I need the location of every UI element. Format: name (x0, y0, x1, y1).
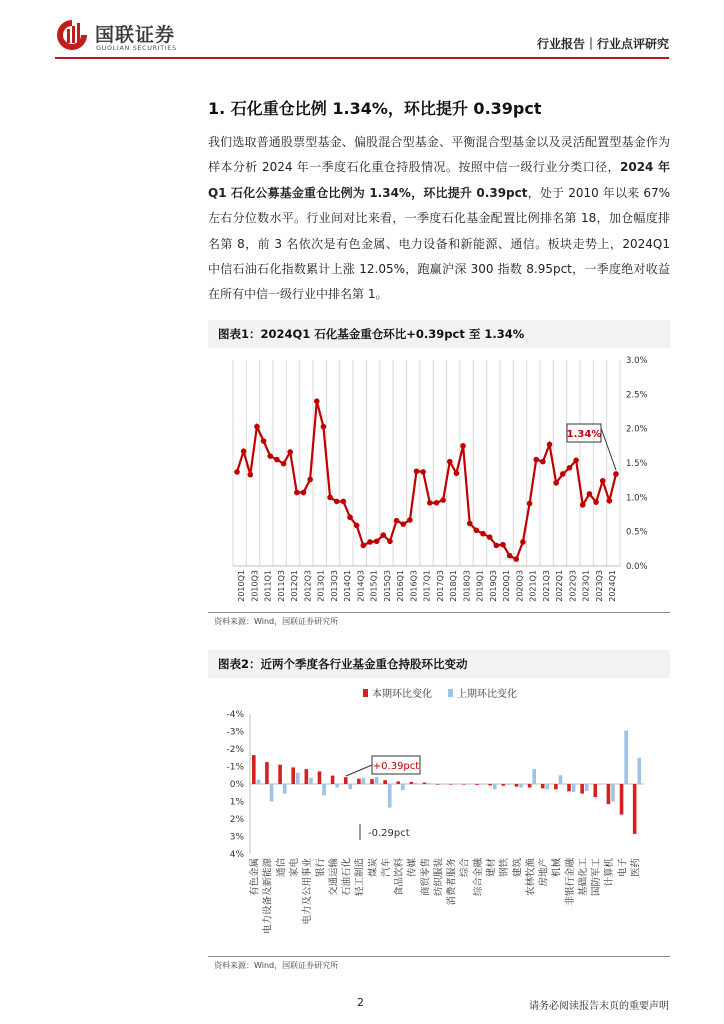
bar-current (265, 762, 269, 784)
x-tick-label: 2020Q1 (502, 570, 511, 602)
data-point (587, 491, 593, 497)
x-tick-label: 2021Q1 (528, 570, 538, 602)
bar-current (620, 784, 624, 815)
y-tick-label: -1% (226, 762, 244, 773)
para-text-2: ，处于 2010 年以来 67%左右分位数水平。行业间对比来看，一季度石化基金配置比例排名第 18，加仓幅度排名第 8，前 3 名依次是有色金属、电力设备和新能源、通信。板块走势上，2024Q1 中信石油石化指数累计上涨 12.05%，跑赢沪深 300 指数 8.95pct，一季度绝对收益在所有中信一级行业中排名第 1。 (208, 185, 670, 302)
category-label: 国防军工 (591, 858, 603, 897)
bar-current (580, 784, 584, 794)
figure1-title: 图表1：2024Q1 石化基金重仓环比+0.39pct 至 1.34% (208, 320, 670, 348)
bar-current (278, 765, 282, 784)
x-tick-label: 2021Q3 (541, 570, 551, 602)
data-point (307, 477, 313, 483)
bar-previous (401, 784, 405, 790)
category-label: 商贸零售 (420, 858, 432, 897)
category-label: 交通运输 (328, 858, 340, 897)
data-point (560, 471, 566, 477)
category-label: 有色金属 (249, 858, 261, 897)
data-point (567, 465, 573, 471)
data-point (287, 449, 293, 455)
bar-current (607, 784, 611, 804)
bar-current (502, 784, 506, 786)
category-label: 纺织服装 (433, 858, 445, 897)
logo-mark-icon (55, 18, 89, 52)
x-tick-label: 2020Q3 (515, 570, 525, 602)
bar-current (305, 769, 309, 784)
category-label: 通信 (275, 858, 287, 878)
data-point (607, 498, 613, 504)
bar-current (410, 782, 414, 784)
data-point (467, 521, 473, 527)
annotation-leader (601, 428, 616, 470)
x-tick-label: 2018Q1 (449, 570, 458, 602)
bar-previous (506, 784, 510, 785)
data-point (247, 472, 253, 478)
data-point (241, 449, 247, 455)
bar-previous (546, 784, 550, 789)
data-point (447, 459, 453, 465)
bar-current (541, 784, 545, 788)
data-point (301, 490, 307, 496)
bar-previous (270, 784, 274, 802)
category-label: 传媒 (407, 858, 419, 878)
logo-text-cn: 国联证券 (95, 24, 176, 46)
bar-current (449, 784, 453, 785)
x-tick-label: 2011Q3 (276, 570, 286, 602)
data-point (274, 457, 280, 463)
annotation-label: +0.39pct (372, 761, 420, 772)
bar-previous (296, 773, 300, 784)
category-label: 医药 (630, 858, 642, 878)
x-tick-label: 2016Q3 (409, 570, 419, 602)
category-label: 综合金融 (472, 858, 484, 897)
figure1-chart (208, 348, 670, 610)
data-point (593, 499, 599, 505)
data-point (380, 532, 386, 538)
category-label: 农林牧渔 (525, 858, 537, 897)
data-point (261, 438, 267, 444)
bar-previous (427, 783, 431, 784)
y-tick-label: 1% (229, 797, 244, 808)
x-tick-label: 2019Q1 (475, 570, 485, 602)
category-label: 综合 (459, 858, 471, 878)
category-label: 食品饮料 (394, 858, 406, 897)
data-point (547, 442, 553, 448)
x-tick-label: 2010Q1 (237, 570, 246, 602)
y-tick-label: -4% (226, 710, 244, 720)
data-point (341, 499, 347, 505)
data-point (254, 424, 260, 430)
category-label: 电力及公用事业 (302, 858, 314, 925)
bar-previous (532, 769, 536, 784)
category-label: 建材 (486, 858, 497, 878)
bar-previous (493, 784, 497, 789)
data-point (507, 553, 513, 559)
report-type: 行业报告｜行业点评研究 (536, 37, 669, 51)
x-tick-label: 2010Q3 (250, 570, 260, 602)
category-label: 建筑 (512, 858, 524, 878)
data-point (613, 471, 619, 477)
data-point (354, 523, 360, 529)
data-point (500, 542, 506, 548)
data-point (540, 459, 546, 465)
bar-previous (335, 784, 339, 788)
category-label: 汽车 (380, 858, 392, 878)
bar-current (475, 784, 479, 785)
y-tick-label: 2% (229, 815, 244, 825)
data-point (374, 538, 380, 544)
bar-previous (480, 784, 484, 785)
data-point (347, 514, 353, 520)
x-tick-label: 2011Q1 (263, 570, 273, 602)
x-tick-label: 2013Q3 (329, 570, 339, 602)
bar-current (383, 780, 387, 784)
bar-previous (257, 780, 261, 784)
bar-previous (585, 784, 589, 791)
data-point (460, 443, 466, 449)
category-label: 钢铁 (499, 858, 511, 878)
bar-current (593, 784, 597, 797)
data-point (553, 480, 559, 486)
x-tick-label: 2019Q3 (488, 570, 498, 602)
y-tick-label: 1.0% (626, 493, 648, 504)
data-point (527, 501, 533, 507)
bar-previous (611, 784, 615, 802)
x-tick-label: 2022Q1 (555, 570, 564, 602)
x-tick-label: 2023Q1 (581, 570, 591, 602)
data-point (400, 521, 406, 527)
data-point (600, 478, 606, 484)
x-tick-label: 2024Q1 (608, 570, 617, 602)
para-text-1: 我们选取普通股票型基金、偏股混合型基金、平衡混合型基金以及灵活配置型基金作为样本分析 2024 年一季度石化重仓持股情况。按照中信一级行业分类口径， (208, 135, 670, 175)
bar-previous (637, 758, 641, 784)
data-point (454, 471, 460, 477)
data-point (434, 500, 440, 506)
figure1-source: 资料来源：Wind，国联证券研究所 (214, 617, 339, 626)
x-tick-label: 2018Q3 (462, 570, 472, 602)
legend-swatch (363, 689, 368, 697)
category-label: 机械 (551, 858, 563, 878)
data-point (334, 499, 340, 505)
series-line (237, 401, 616, 559)
category-label: 非银行金融 (564, 858, 576, 906)
legend-label: 上期环比变化 (457, 689, 517, 700)
annotation-leader (346, 765, 372, 776)
x-tick-label: 2012Q3 (303, 570, 313, 602)
x-tick-label: 2014Q1 (343, 570, 352, 602)
x-tick-label: 2014Q3 (356, 570, 366, 602)
legend-label: 本期环比变化 (372, 689, 432, 700)
category-label: 家电 (289, 858, 300, 878)
data-point (281, 461, 287, 467)
category-label: 电力设备及新能源 (262, 858, 274, 935)
figure2-title: 图表2：近两个季度各行业基金重仓持股环比变动 (208, 650, 670, 678)
category-label: 房地产 (538, 858, 550, 887)
data-point (520, 539, 526, 545)
x-tick-label: 2017Q3 (435, 570, 445, 602)
x-tick-label: 2012Q1 (290, 570, 299, 602)
header-divider (55, 57, 669, 59)
company-logo (55, 18, 195, 54)
page-number: 2 (357, 996, 364, 1009)
bar-previous (440, 784, 444, 785)
data-point (487, 534, 493, 540)
bar-previous (388, 784, 392, 808)
data-point (420, 469, 426, 475)
bar-previous (283, 784, 287, 794)
y-tick-label: -2% (226, 745, 244, 755)
bar-previous (572, 784, 576, 792)
figure1-divider (208, 612, 670, 613)
bar-current (357, 779, 361, 784)
y-tick-label: 2.0% (626, 424, 648, 435)
line-chart (208, 348, 670, 610)
bar-current (396, 781, 400, 784)
data-point (294, 490, 300, 496)
y-tick-label: 0% (229, 780, 244, 790)
bar-previous (322, 784, 326, 795)
bar-previous (559, 775, 563, 784)
page-header (0, 0, 724, 66)
figure2-source: 资料来源：Wind，国联证券研究所 (214, 961, 339, 970)
bar-current (488, 784, 492, 785)
data-point (480, 531, 486, 537)
data-point (440, 497, 446, 503)
data-point (361, 543, 367, 549)
data-point (387, 538, 393, 544)
y-tick-label: 3% (229, 832, 244, 843)
bar-previous (309, 778, 313, 784)
bar-current (462, 784, 466, 785)
bar-current (370, 779, 374, 784)
y-tick-label: 3.0% (626, 356, 648, 366)
annotation-label: 1.34% (566, 429, 602, 440)
y-tick-label: -3% (226, 727, 244, 738)
y-tick-label: 2.5% (626, 390, 648, 401)
category-label: 基础化工 (577, 858, 589, 897)
category-label: 消费者服务 (446, 858, 458, 906)
bar-previous (624, 731, 628, 784)
bar-current (344, 777, 348, 784)
bar-current (554, 784, 558, 789)
data-point (314, 398, 320, 404)
data-point (533, 457, 539, 463)
data-point (367, 539, 373, 545)
x-tick-label: 2023Q3 (594, 570, 604, 602)
annotation-label: -0.29pct (368, 828, 410, 839)
y-tick-label: 0.0% (626, 562, 648, 572)
data-point (407, 517, 413, 523)
footer-disclaimer: 请务必阅读报告末页的重要声明 (529, 1001, 669, 1012)
bar-previous (362, 778, 366, 784)
data-point (327, 495, 333, 501)
category-label: 轻工制造 (354, 858, 366, 897)
category-label: 石油石化 (341, 858, 353, 897)
figure2-chart (208, 678, 670, 954)
x-tick-label: 2017Q1 (422, 570, 432, 602)
bar-previous (598, 784, 602, 785)
bar-current (331, 776, 335, 784)
category-label: 煤炭 (367, 858, 379, 878)
bar-chart (208, 678, 670, 954)
data-point (394, 518, 400, 524)
bar-previous (454, 784, 458, 785)
data-point (267, 453, 273, 459)
x-tick-label: 2022Q3 (568, 570, 578, 602)
category-label: 电子 (617, 858, 629, 878)
data-point (234, 469, 240, 475)
logo-text-en: GUOLIAN SECURITIES (96, 44, 177, 52)
section-title: 1. 石化重仓比例 1.34%，环比提升 0.39pct (208, 99, 542, 118)
y-tick-label: 4% (229, 850, 244, 860)
figure2-divider (208, 956, 670, 957)
bar-current (423, 783, 427, 784)
bar-previous (375, 777, 379, 784)
data-point (414, 468, 420, 474)
x-tick-label: 2015Q3 (382, 570, 392, 602)
body-paragraph (208, 130, 670, 308)
bar-current (318, 771, 322, 784)
bar-current (528, 784, 532, 788)
data-point (513, 556, 519, 562)
bar-current (633, 784, 637, 834)
bar-previous (519, 784, 523, 788)
data-point (573, 457, 579, 463)
bar-previous (349, 784, 353, 789)
bar-current (252, 755, 256, 784)
bar-current (567, 784, 571, 791)
bar-current (291, 767, 295, 784)
x-tick-label: 2015Q1 (369, 570, 379, 602)
data-point (580, 502, 586, 508)
bar-current (436, 784, 440, 785)
y-tick-label: 1.5% (626, 459, 648, 469)
bar-previous (414, 783, 418, 784)
bar-current (515, 784, 519, 787)
data-point (321, 424, 327, 430)
bar-previous (467, 784, 471, 785)
para-key-finding: 2024 年 Q1 石化公募基金重仓比例为 1.34%，环比提升 0.39pct (208, 160, 671, 200)
category-label: 计算机 (604, 858, 616, 887)
data-point (474, 527, 480, 533)
x-tick-label: 2016Q1 (396, 570, 405, 602)
data-point (494, 543, 500, 549)
data-point (427, 500, 433, 506)
x-tick-label: 2013Q1 (316, 570, 326, 602)
legend-swatch (448, 689, 453, 697)
category-label: 银行 (315, 858, 327, 878)
y-tick-label: 0.5% (626, 527, 648, 538)
